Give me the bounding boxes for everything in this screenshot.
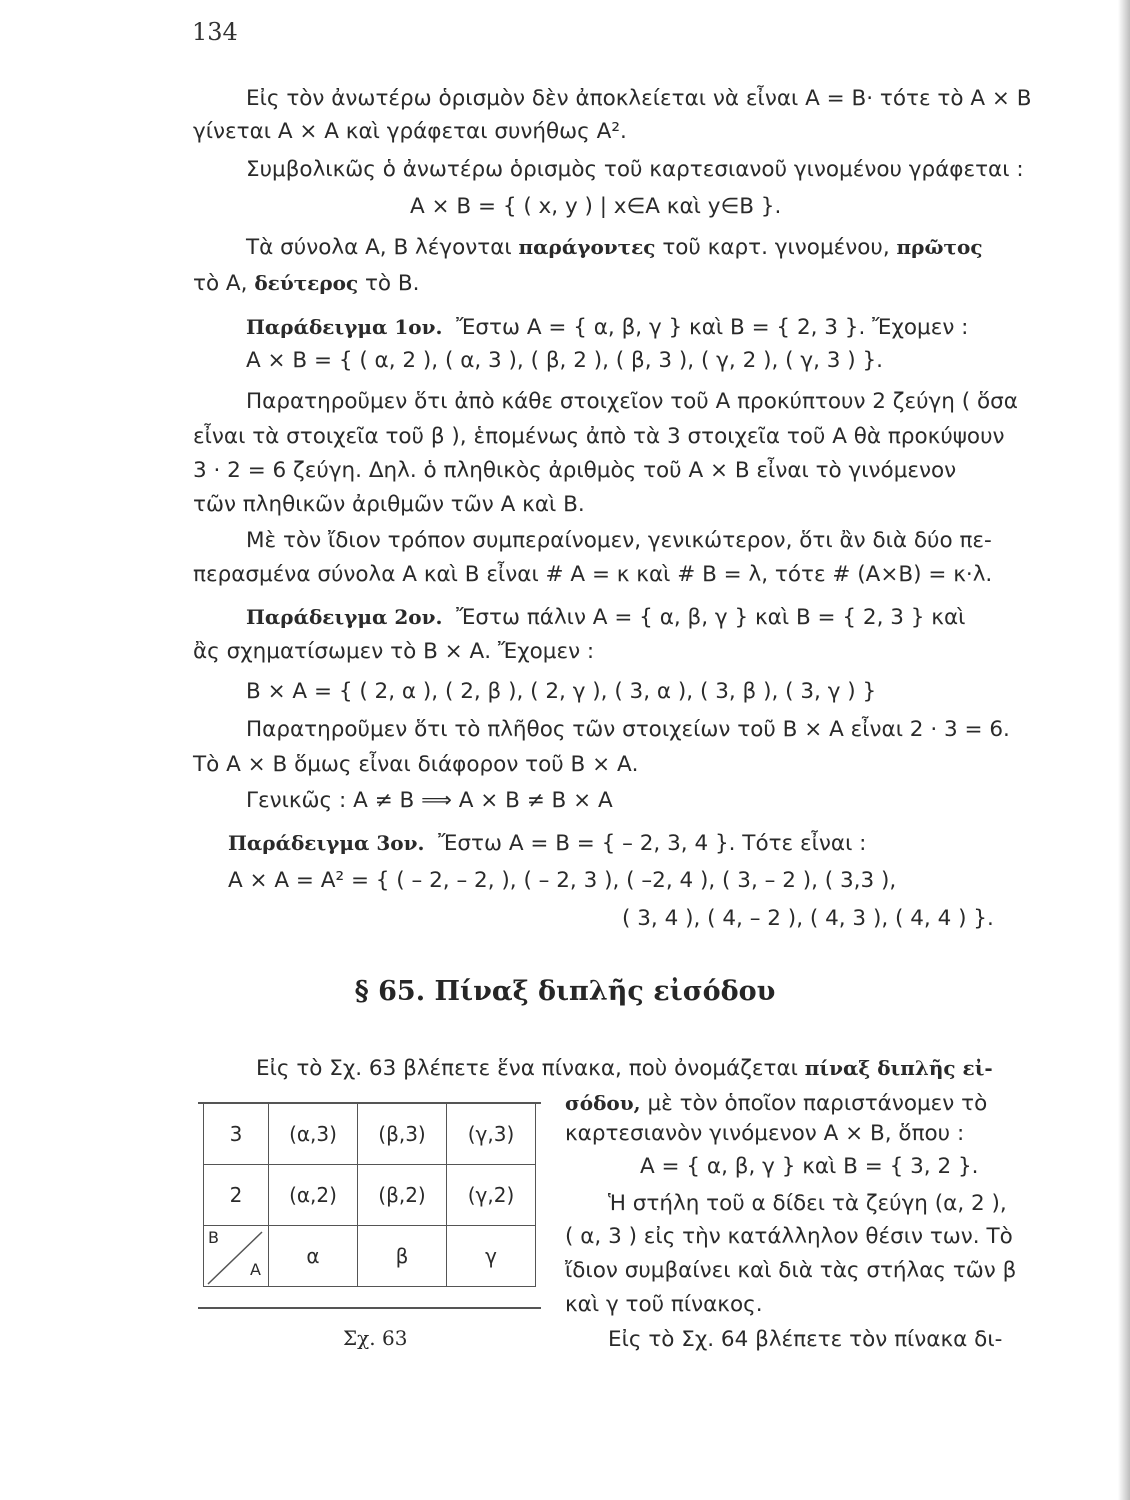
bold-term: παράγοντες bbox=[518, 235, 656, 259]
formula-line: Γενικῶς : Α ≠ Β ⟹ Α × Β ≠ Β × Α bbox=[246, 788, 613, 813]
table-bottom-rule bbox=[198, 1307, 541, 1309]
text-line: 3 · 2 = 6 ζεύγη. Δηλ. ὁ πληθικὸς ἀριθμὸς τοῦ Α × Β εἶναι τὸ γινόμενον bbox=[193, 458, 957, 483]
text-line: Τὰ σύνολα Α, Β λέγονται παράγοντες τοῦ καρτ. γινομένου, πρῶτος bbox=[246, 235, 983, 260]
text-line: Συμβολικῶς ὁ ἀνωτέρω ὁρισμὸς τοῦ καρτεσιανοῦ γινομένου γράφεται : bbox=[246, 157, 1024, 182]
table-row bbox=[204, 1226, 536, 1287]
example-1-title: Παράδειγμα 1ον. bbox=[246, 315, 443, 339]
text-line: Εἰς τὸν ἀνωτέρω ὁρισμὸν δὲν ἀποκλείεται νὰ εἶναι Α = Β· τότε τὸ Α × Β bbox=[246, 86, 1032, 111]
table-cell: (β,2) bbox=[358, 1165, 447, 1226]
page-number: 134 bbox=[192, 18, 238, 46]
text-line: καὶ γ τοῦ πίνακος. bbox=[565, 1292, 763, 1317]
table-cell: (γ,2) bbox=[447, 1165, 536, 1226]
column-head: β bbox=[358, 1226, 447, 1287]
text-line: Μὲ τὸν ἴδιον τρόπον συμπεραίνομεν, γενικώτερον, ὅτι ἂν διὰ δύο πε- bbox=[246, 528, 992, 553]
formula-line: Α × Β = { ( α, 2 ), ( α, 3 ), ( β, 2 ), ( β, 3 ), ( γ, 2 ), ( γ, 3 ) }. bbox=[246, 348, 884, 373]
corner-label-bottom: A bbox=[250, 1260, 261, 1279]
double-entry-table bbox=[203, 1103, 536, 1287]
text-line: ἂς σχηματίσωμεν τὸ Β × Α. Ἔχομεν : bbox=[193, 639, 595, 664]
formula-line: Α × Α = Α² = { ( – 2, – 2, ), ( – 2, 3 ), ( –2, 4 ), ( 3, – 2 ), ( 3,3 ), bbox=[228, 868, 897, 893]
text-line: Εἰς τὸ Σχ. 63 βλέπετε ἕνα πίνακα, ποὺ ὀνομάζεται πίναξ διπλῆς εἰ- bbox=[256, 1056, 993, 1081]
text-line: περασμένα σύνολα Α καὶ Β εἶναι # Α = κ καὶ # Β = λ, τότε # (Α×Β) = κ·λ. bbox=[193, 562, 993, 587]
formula-line: Α = { α, β, γ } καὶ Β = { 3, 2 }. bbox=[640, 1154, 979, 1179]
row-head: 3 bbox=[204, 1104, 269, 1165]
section-heading: § 65. Πίναξ διπλῆς εἰσόδου bbox=[354, 976, 776, 1007]
bold-term: σόδου, bbox=[565, 1091, 641, 1115]
text-line: καρτεσιανὸν γινόμενον Α × Β, ὅπου : bbox=[565, 1121, 965, 1146]
example-1-line: Παράδειγμα 1ον. Ἔστω Α = { α, β, γ } καὶ Β = { 2, 3 }. Ἔχομεν : bbox=[246, 315, 969, 340]
formula-line: ( 3, 4 ), ( 4, – 2 ), ( 4, 3 ), ( 4, 4 ) }. bbox=[622, 906, 994, 931]
text-line: γίνεται Α × Α καὶ γράφεται συνήθως Α². bbox=[193, 119, 627, 144]
table-cell: (α,3) bbox=[269, 1104, 358, 1165]
column-head: α bbox=[269, 1226, 358, 1287]
text-line: σόδου, μὲ τὸν ὁποῖον παριστάνομεν τὸ bbox=[565, 1091, 988, 1116]
text-line: Παρατηροῦμεν ὅτι τὸ πλῆθος τῶν στοιχείων τοῦ Β × Α εἶναι 2 · 3 = 6. bbox=[246, 717, 1010, 742]
text-line: Εἰς τὸ Σχ. 64 βλέπετε τὸν πίνακα δι- bbox=[608, 1327, 1003, 1352]
text-line: ( α, 3 ) εἰς τὴν κατάλληλον θέσιν των. Τὸ bbox=[565, 1224, 1013, 1249]
table-row bbox=[204, 1104, 536, 1165]
figure-caption: Σχ. 63 bbox=[343, 1326, 408, 1350]
text-line: ἴδιον συμβαίνει καὶ διὰ τὰς στήλας τῶν β bbox=[565, 1258, 1017, 1283]
corner-cell bbox=[204, 1226, 269, 1287]
table-cell: (α,2) bbox=[269, 1165, 358, 1226]
table-row bbox=[204, 1165, 536, 1226]
text-line: τῶν πληθικῶν ἀριθμῶν τῶν Α καὶ Β. bbox=[193, 492, 585, 517]
text-line: Τὸ Α × Β ὅμως εἶναι διάφορον τοῦ Β × Α. bbox=[193, 752, 639, 777]
example-2-line: Παράδειγμα 2ον. Ἔστω πάλιν Α = { α, β, γ } καὶ Β = { 2, 3 } καὶ bbox=[246, 605, 966, 630]
bold-term: πρῶτος bbox=[896, 235, 983, 259]
text-line: Παρατηροῦμεν ὅτι ἀπὸ κάθε στοιχεῖον τοῦ Α προκύπτουν 2 ζεύγη ( ὅσα bbox=[246, 389, 1018, 414]
table-cell: (γ,3) bbox=[447, 1104, 536, 1165]
text-line: εἶναι τὰ στοιχεῖα τοῦ β ), ἑπομένως ἀπὸ τὰ 3 στοιχεῖα τοῦ Α θὰ προκύψουν bbox=[193, 424, 1005, 449]
example-2-title: Παράδειγμα 2ον. bbox=[246, 605, 443, 629]
bold-term: δεύτερος bbox=[254, 271, 359, 295]
formula-line: Α × Β = { ( x, y ) | x∈Α καὶ y∈Β }. bbox=[410, 194, 782, 219]
page-edge-shadow bbox=[1118, 0, 1130, 1500]
row-head: 2 bbox=[204, 1165, 269, 1226]
formula-line: Β × Α = { ( 2, α ), ( 2, β ), ( 2, γ ), ( 3, α ), ( 3, β ), ( 3, γ ) } bbox=[246, 679, 877, 704]
example-3-line: Παράδειγμα 3ον. Ἔστω Α = Β = { – 2, 3, 4 }. Τότε εἶναι : bbox=[228, 831, 867, 856]
table-cell: (β,3) bbox=[358, 1104, 447, 1165]
column-head: γ bbox=[447, 1226, 536, 1287]
corner-label-top: B bbox=[208, 1228, 219, 1247]
example-3-title: Παράδειγμα 3ον. bbox=[228, 831, 425, 855]
text-line: τὸ Α, δεύτερος τὸ Β. bbox=[193, 271, 420, 296]
bold-term: πίναξ διπλῆς εἰ- bbox=[804, 1056, 993, 1080]
text-line: Ἡ στήλη τοῦ α δίδει τὰ ζεύγη (α, 2 ), bbox=[608, 1191, 1007, 1216]
